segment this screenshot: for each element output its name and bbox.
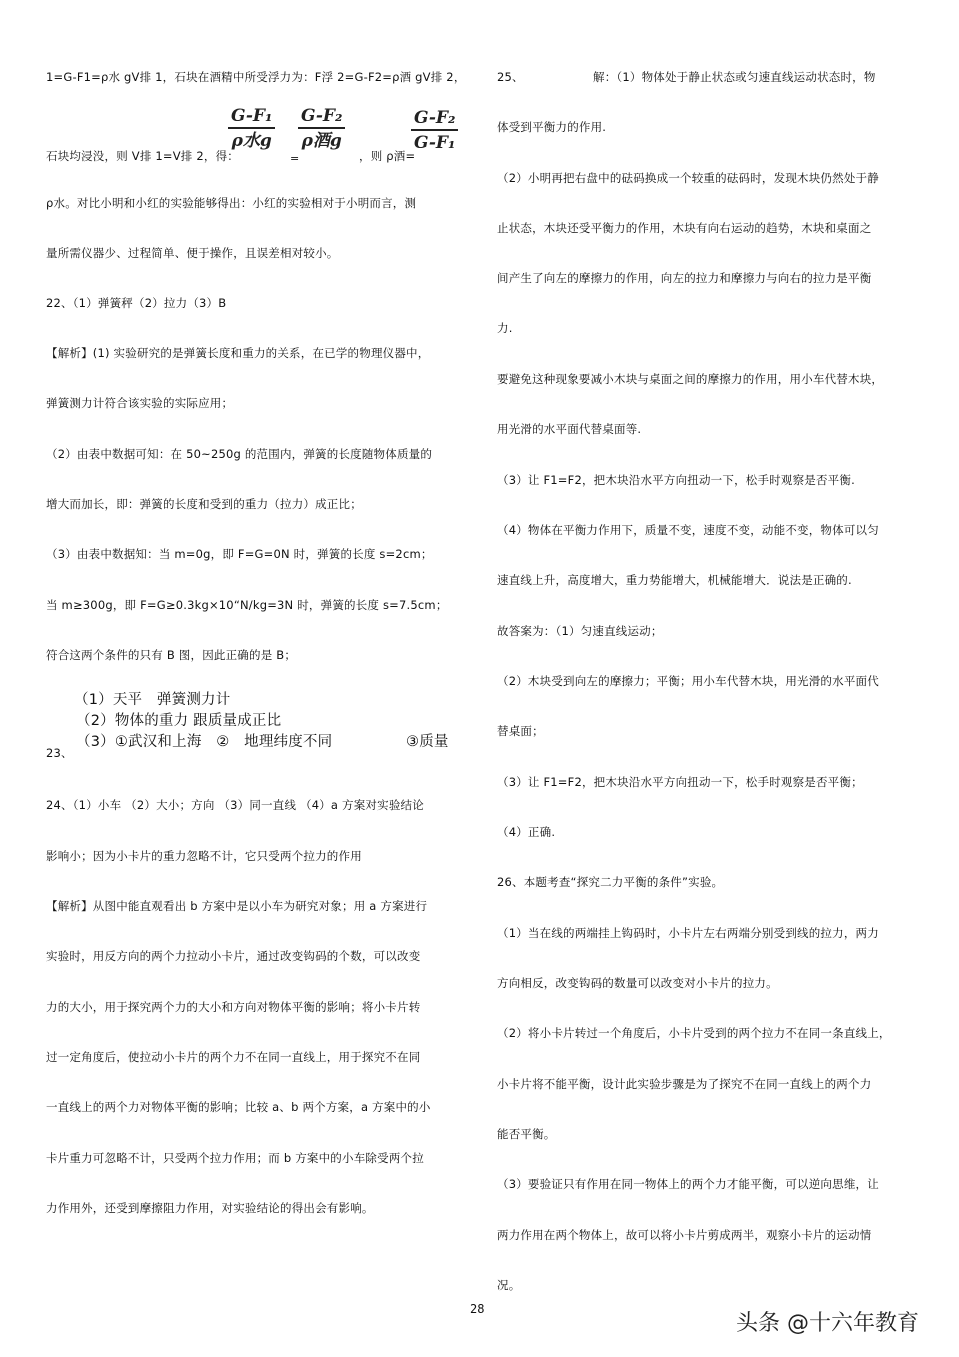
text-line: 弹簧测力计符合该实验的实际应用；: [46, 396, 234, 410]
text-line: 替桌面；: [497, 724, 544, 738]
text-line: 方向相反，改变钩码的数量可以改变对小卡片的拉力。: [497, 976, 778, 990]
text-line: 过一定角度后，使拉动小卡片的两个力不在同一直线上，用于探究不在同: [46, 1050, 421, 1064]
text-line: 力.: [497, 321, 513, 335]
question-24-answer: 24、（1）小车 （2）大小；方向 （3）同一直线 （4）a 方案对实验结论: [46, 798, 424, 812]
formula-label: ，则 ρ酒=: [359, 149, 416, 163]
text-line: 解：（1）物体处于静止状态或匀速直线运动状态时，物: [593, 70, 876, 84]
text-line: 力的大小，用于探究两个力的大小和方向对物体平衡的影响；将小卡片转: [46, 1000, 421, 1014]
text-line: 1=G-F1=ρ水 gV排 1，石块在酒精中所受浮力为：F浮 2=G-F2=ρ酒 gV排 2，: [46, 70, 466, 84]
text-line: 量所需仪器少、过程简单、便于操作，且误差相对较小。: [46, 246, 339, 260]
text-line: 增大而加长，即：弹簧的长度和受到的重力（拉力）成正比；: [46, 497, 362, 511]
text-line: （2）木块受到向左的摩擦力；平衡；用小车代替木块，用光滑的水平面代: [497, 674, 879, 688]
text-line: （1）当在线的两端挂上钩码时，小卡片左右两端分别受到线的拉力，两力: [497, 926, 879, 940]
text-line: （3）要验证只有作用在同一物体上的两个力才能平衡，可以逆向思维，让: [497, 1177, 879, 1191]
text-line: 体受到平衡力的作用.: [497, 120, 607, 134]
text-line: （2）小明再把右盘中的砝码换成一个较重的砝码时，发现木块仍然处于静: [497, 171, 879, 185]
text-line: 实验时，用反方向的两个力拉动小卡片，通过改变钩码的个数，可以改变: [46, 949, 421, 963]
question-25-number: 25、: [497, 70, 524, 84]
question-23-part-1: （1）天平 弹簧测力计: [74, 692, 231, 708]
text-line: 一直线上的两个力对物体平衡的影响；比较 a、b 两个方案，a 方案中的小: [46, 1100, 431, 1114]
watermark: 头条 @十六年教育: [736, 1311, 919, 1336]
text-line: （4）物体在平衡力作用下，质量不变，速度不变，动能不变，物体可以匀: [497, 523, 879, 537]
text-line: 故答案为：（1）匀速直线运动；: [497, 624, 663, 638]
text-line: 石块均浸没，则 V排 1=V排 2，得：: [46, 149, 239, 163]
text-line: 要避免这种现象要减小木块与桌面之间的摩擦力的作用，用小车代替木块，: [497, 372, 884, 386]
page-number: 28: [470, 1302, 485, 1316]
text-line: 速直线上升，高度增大，重力势能增大，机械能增大．说法是正确的.: [497, 573, 852, 587]
formula-fraction-3: G-F₂ G-F₁: [411, 108, 458, 153]
text-line: 当 m≥300g，即 F=G≥0.3kg×10“N/kg=3N 时，弹簧的长度 s=7.5cm；: [46, 598, 448, 612]
text-line: （3）让 F1=F2，把木块沿水平方向扭动一下，松手时观察是否平衡.: [497, 473, 855, 487]
text-line: 况。: [497, 1278, 521, 1292]
text-line: 符合这两个条件的只有 B 图，因此正确的是 B；: [46, 648, 297, 662]
question-23-number: 23、: [46, 746, 73, 760]
equals-sign: =: [290, 152, 300, 165]
text-line: 影响小；因为小卡片的重力忽略不计，它只受两个拉力的作用: [46, 849, 362, 863]
text-line: 能否平衡。: [497, 1127, 556, 1141]
question-23-part-3b: ③质量: [406, 734, 449, 750]
text-line: 【解析】(1) 实验研究的是弹簧长度和重力的关系，在已学的物理仪器中，: [46, 346, 430, 360]
text-line: （3）让 F1=F2，把木块沿水平方向扭动一下，松手时观察是否平衡；: [497, 775, 863, 789]
question-23-part-3: （3）①武汉和上海 ② 地理纬度不同: [76, 734, 333, 750]
text-line: （3）由表中数据知：当 m=0g，即 F=G=0N 时，弹簧的长度 s=2cm；: [46, 547, 433, 561]
question-23-part-2: （2）物体的重力 跟质量成正比: [76, 713, 282, 729]
formula-fraction-2: G-F₂ ρ酒g: [298, 106, 345, 151]
text-line: （4）正确.: [497, 825, 556, 839]
text-line: （2）将小卡片转过一个角度后，小卡片受到的两个拉力不在同一条直线上，: [497, 1026, 891, 1040]
text-line: 【解析】从图中能直观看出 b 方案中是以小车为研究对象；用 a 方案进行: [46, 899, 428, 913]
text-line: 间产生了向左的摩擦力的作用，向左的拉力和摩擦力与向右的拉力是平衡: [497, 271, 872, 285]
question-26-heading: 26、本题考查“探究二力平衡的条件”实验。: [497, 875, 724, 889]
text-line: 止状态，木块还受平衡力的作用，木块有向右运动的趋势，木块和桌面之: [497, 221, 872, 235]
question-22-answer: 22、（1）弹簧秤（2）拉力（3）B: [46, 296, 227, 310]
text-line: 用光滑的水平面代替桌面等.: [497, 422, 642, 436]
text-line: 小卡片将不能平衡，设计此实验步骤是为了探究不在同一直线上的两个力: [497, 1077, 872, 1091]
formula-fraction-1: G-F₁ ρ水g: [228, 106, 275, 151]
text-line: 卡片重力可忽略不计，只受两个拉力作用；而 b 方案中的小车除受两个拉: [46, 1151, 424, 1165]
text-line: ρ水。对比小明和小红的实验能够得出：小红的实验相对于小明而言，测: [46, 196, 417, 210]
text-line: 两力作用在两个物体上，故可以将小卡片剪成两半，观察小卡片的运动情: [497, 1228, 872, 1242]
text-line: 力作用外，还受到摩擦阻力作用，对实验结论的得出会有影响。: [46, 1201, 374, 1215]
text-line: （2）由表中数据可知：在 50~250g 的范围内，弹簧的长度随物体质量的: [46, 447, 433, 461]
